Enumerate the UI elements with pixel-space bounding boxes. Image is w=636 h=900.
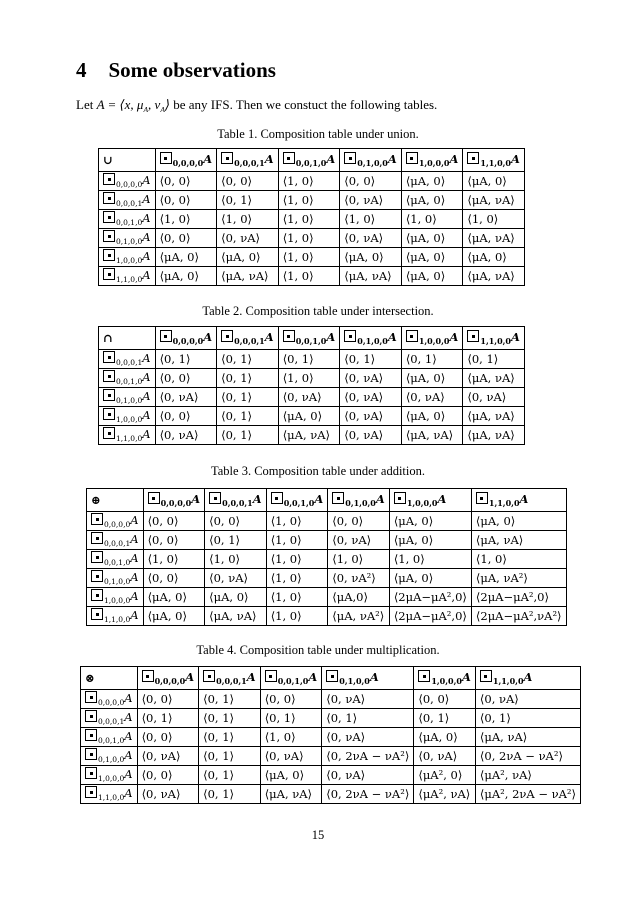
table-cell: ⟨μA, 0⟩	[463, 248, 525, 267]
section-title: Some observations	[108, 58, 276, 82]
box-operator-icon	[394, 492, 406, 504]
table-cell: ⟨0, 1⟩	[199, 690, 261, 709]
column-header: $_{0,0,1,0}$A	[266, 489, 328, 512]
table-cell: ⟨μA, 0⟩	[401, 229, 463, 248]
table-row	[99, 248, 525, 267]
row-header: $_{1,0,0,0}$A	[99, 248, 156, 267]
table-cell: ⟨μA, 0⟩	[401, 369, 463, 388]
table-row	[87, 512, 567, 531]
table-cell: ⟨0, 1⟩	[463, 350, 525, 369]
box-operator-icon	[326, 670, 338, 682]
table-cell: ⟨μA, νA⟩	[278, 426, 340, 445]
table-cell: ⟨0, 1⟩	[278, 350, 340, 369]
table-cell: ⟨μA, νA⟩	[401, 426, 463, 445]
box-operator-icon	[221, 330, 233, 342]
column-header: $_{1,0,0,0}$A	[414, 667, 476, 690]
box-operator-icon	[467, 152, 479, 164]
table-cell: ⟨0, 1⟩	[217, 407, 279, 426]
box-operator-icon	[103, 268, 115, 280]
table-cell: ⟨0, νA⟩	[322, 690, 414, 709]
table-cell: ⟨1, 0⟩	[328, 550, 390, 569]
table-cell: ⟨μA², 0⟩	[414, 766, 476, 785]
table-corner-operator: ⊕	[87, 489, 144, 512]
row-header: $_{0,0,0,1}$A	[99, 350, 156, 369]
table-row	[81, 747, 581, 766]
table-cell: ⟨0, 1⟩	[217, 388, 279, 407]
table-cell: ⟨μA², νA⟩	[414, 785, 476, 804]
table-corner-operator: ∩	[99, 327, 156, 350]
column-header: $_{1,0,0,0}$A	[401, 327, 463, 350]
row-header: $_{0,1,0,0}$A	[99, 388, 156, 407]
table-cell: ⟨μA, νA⟩	[463, 229, 525, 248]
intersection-table	[98, 326, 525, 445]
column-header: $_{0,0,0,0}$A	[155, 149, 217, 172]
table-row	[99, 350, 525, 369]
box-operator-icon	[103, 211, 115, 223]
table-cell: ⟨2μA−μA²,0⟩	[389, 588, 471, 607]
table-cell: ⟨0, 2νA − νA²⟩	[475, 747, 580, 766]
table-cell: ⟨0, νA⟩	[414, 747, 476, 766]
table-cell: ⟨μA, νA²⟩	[328, 607, 390, 626]
table-cell: ⟨μA, 0⟩	[401, 172, 463, 191]
table-cell: ⟨0, νA⟩	[340, 426, 402, 445]
table-cell: ⟨1, 0⟩	[278, 191, 340, 210]
table-row	[81, 766, 581, 785]
table-row	[99, 267, 525, 286]
multiplication-table	[80, 666, 581, 804]
box-operator-icon	[480, 670, 492, 682]
table-cell: ⟨0, 0⟩	[328, 512, 390, 531]
table-cell: ⟨0, νA⟩	[475, 690, 580, 709]
table-cell: ⟨0, 0⟩	[137, 690, 199, 709]
table-cell: ⟨1, 0⟩	[205, 550, 267, 569]
table-cell: ⟨μA, 0⟩	[401, 267, 463, 286]
box-operator-icon	[85, 748, 97, 760]
table-cell: ⟨1, 0⟩	[155, 210, 217, 229]
box-operator-icon	[160, 152, 172, 164]
table-cell: ⟨1, 0⟩	[471, 550, 566, 569]
table-corner-operator: ⊗	[81, 667, 138, 690]
table-cell: ⟨0, νA⟩	[340, 388, 402, 407]
table-cell: ⟨μA, νA⟩	[217, 267, 279, 286]
table-cell: ⟨μA, 0⟩	[340, 248, 402, 267]
row-header: $_{1,0,0,0}$A	[99, 407, 156, 426]
row-header: $_{1,1,0,0}$A	[87, 607, 144, 626]
table-corner-operator: ∪	[99, 149, 156, 172]
column-header: $_{0,0,0,1}$A	[199, 667, 261, 690]
table-cell: ⟨μA, νA⟩	[471, 531, 566, 550]
column-header: $_{1,0,0,0}$A	[401, 149, 463, 172]
table-cell: ⟨μA², νA⟩	[475, 766, 580, 785]
column-header: $_{1,1,0,0}$A	[463, 149, 525, 172]
table-cell: ⟨0, 1⟩	[401, 350, 463, 369]
table-cell: ⟨0, 0⟩	[137, 766, 199, 785]
table-cell: ⟨μA, νA⟩	[463, 407, 525, 426]
row-header: $_{0,0,0,1}$A	[87, 531, 144, 550]
table-cell: ⟨0, νA⟩	[217, 229, 279, 248]
table-cell: ⟨0, νA⟩	[205, 569, 267, 588]
table-cell: ⟨μA, νA⟩	[260, 785, 322, 804]
box-operator-icon	[476, 492, 488, 504]
table-cell: ⟨1, 0⟩	[266, 569, 328, 588]
box-operator-icon	[160, 330, 172, 342]
table-cell: ⟨0, νA⟩	[155, 388, 217, 407]
box-operator-icon	[148, 492, 160, 504]
table-cell: ⟨0, 1⟩	[322, 709, 414, 728]
column-header: $_{0,0,0,0}$A	[143, 489, 205, 512]
table-cell: ⟨0, 0⟩	[155, 369, 217, 388]
intro-paragraph	[76, 97, 437, 114]
table-cell: ⟨1, 0⟩	[278, 210, 340, 229]
table-cell: ⟨0, νA⟩	[260, 747, 322, 766]
column-header: $_{0,0,0,0}$A	[155, 327, 217, 350]
table-row	[87, 607, 567, 626]
table-cell: ⟨0, 0⟩	[155, 407, 217, 426]
table-cell: ⟨μA, 0⟩	[155, 267, 217, 286]
table-cell: ⟨0, 2νA − νA²⟩	[322, 747, 414, 766]
intro-text: Let	[76, 97, 97, 112]
table-cell: ⟨0, νA⟩	[340, 191, 402, 210]
table-cell: ⟨2μA−μA²,νA²⟩	[471, 607, 566, 626]
column-header: $_{0,1,0,0}$A	[340, 327, 402, 350]
table-row	[81, 785, 581, 804]
box-operator-icon	[265, 670, 277, 682]
box-operator-icon	[85, 729, 97, 741]
box-operator-icon	[209, 492, 221, 504]
table-cell: ⟨0, 1⟩	[199, 766, 261, 785]
table-row	[81, 728, 581, 747]
box-operator-icon	[344, 330, 356, 342]
table-cell: ⟨0, 2νA − νA²⟩	[322, 785, 414, 804]
row-header: $_{0,1,0,0}$A	[87, 569, 144, 588]
box-operator-icon	[91, 570, 103, 582]
column-header: $_{1,1,0,0}$A	[471, 489, 566, 512]
table-row	[99, 210, 525, 229]
column-header: $_{0,0,1,0}$A	[278, 149, 340, 172]
box-operator-icon	[271, 492, 283, 504]
table-cell: ⟨0, νA²⟩	[328, 569, 390, 588]
row-header: $_{0,1,0,0}$A	[99, 229, 156, 248]
table-row	[99, 388, 525, 407]
box-operator-icon	[467, 330, 479, 342]
box-operator-icon	[103, 351, 115, 363]
box-operator-icon	[103, 389, 115, 401]
row-header: $_{1,1,0,0}$A	[99, 267, 156, 286]
table-cell: ⟨0, νA⟩	[328, 531, 390, 550]
row-header: $_{0,0,0,0}$A	[87, 512, 144, 531]
table-cell: ⟨μA, νA⟩	[463, 426, 525, 445]
box-operator-icon	[85, 710, 97, 722]
table-cell: ⟨μA, 0⟩	[205, 588, 267, 607]
column-header: $_{0,0,0,1}$A	[217, 149, 279, 172]
row-header: $_{0,0,0,1}$A	[99, 191, 156, 210]
table-cell: ⟨μA, 0⟩	[401, 191, 463, 210]
table-cell: ⟨0, 0⟩	[205, 512, 267, 531]
table-cell: ⟨0, 0⟩	[155, 172, 217, 191]
row-header: $_{0,0,0,0}$A	[99, 172, 156, 191]
table-row	[87, 531, 567, 550]
table-cell: ⟨μA, 0⟩	[471, 512, 566, 531]
box-operator-icon	[91, 608, 103, 620]
column-header: $_{0,0,1,0}$A	[278, 327, 340, 350]
table-cell: ⟨0, νA⟩	[137, 785, 199, 804]
table-cell: ⟨μA, νA⟩	[475, 728, 580, 747]
table-cell: ⟨μA, 0⟩	[260, 766, 322, 785]
table-row	[99, 191, 525, 210]
table-cell: ⟨1, 0⟩	[340, 210, 402, 229]
row-header: $_{1,0,0,0}$A	[81, 766, 138, 785]
table-cell: ⟨0, 1⟩	[137, 709, 199, 728]
table-cell: ⟨μA, νA²⟩	[471, 569, 566, 588]
box-operator-icon	[406, 330, 418, 342]
box-operator-icon	[91, 589, 103, 601]
column-header: $_{0,0,0,1}$A	[217, 327, 279, 350]
table-cell: ⟨μA, νA⟩	[463, 267, 525, 286]
box-operator-icon	[103, 370, 115, 382]
table-cell: ⟨0, 1⟩	[205, 531, 267, 550]
table-cell: ⟨0, 0⟩	[143, 531, 205, 550]
table-cell: ⟨1, 0⟩	[266, 607, 328, 626]
column-header: $_{1,1,0,0}$A	[463, 327, 525, 350]
table-cell: ⟨0, νA⟩	[401, 388, 463, 407]
table-row	[99, 426, 525, 445]
table-cell: ⟨0, 1⟩	[414, 709, 476, 728]
row-header: $_{1,1,0,0}$A	[81, 785, 138, 804]
union-table	[98, 148, 525, 286]
table-cell: ⟨μA, 0⟩	[414, 728, 476, 747]
table-cell: ⟨0, 1⟩	[340, 350, 402, 369]
table-cell: ⟨0, νA⟩	[322, 766, 414, 785]
table-cell: ⟨μA,0⟩	[328, 588, 390, 607]
table-row	[81, 690, 581, 709]
table-cell: ⟨0, 0⟩	[217, 172, 279, 191]
table-cell: ⟨0, 0⟩	[155, 229, 217, 248]
table-cell: ⟨1, 0⟩	[389, 550, 471, 569]
table-2-caption: Table 2. Composition table under intersection.	[202, 304, 434, 318]
table-cell: ⟨0, 1⟩	[155, 350, 217, 369]
table-cell: ⟨0, νA⟩	[463, 388, 525, 407]
table-cell: ⟨1, 0⟩	[266, 531, 328, 550]
column-header: $_{0,0,0,0}$A	[137, 667, 199, 690]
box-operator-icon	[332, 492, 344, 504]
table-cell: ⟨0, 0⟩	[143, 512, 205, 531]
intro-math: A = ⟨x, $\mu_A$, $\nu_A⟩$	[96, 97, 170, 114]
box-operator-icon	[221, 152, 233, 164]
table-cell: ⟨1, 0⟩	[278, 172, 340, 191]
table-cell: ⟨0, νA⟩	[155, 426, 217, 445]
table-cell: ⟨1, 0⟩	[260, 728, 322, 747]
table-4-caption: Table 4. Composition table under multiplication.	[196, 643, 440, 657]
table-cell: ⟨2μA−μA²,0⟩	[471, 588, 566, 607]
table-cell: ⟨1, 0⟩	[143, 550, 205, 569]
table-cell: ⟨μA, 0⟩	[389, 512, 471, 531]
table-cell: ⟨0, 0⟩	[143, 569, 205, 588]
column-header: $_{0,0,0,1}$A	[205, 489, 267, 512]
row-header: $_{0,0,0,0}$A	[81, 690, 138, 709]
box-operator-icon	[203, 670, 215, 682]
box-operator-icon	[103, 192, 115, 204]
table-cell: ⟨0, νA⟩	[278, 388, 340, 407]
table-cell: ⟨1, 0⟩	[278, 267, 340, 286]
box-operator-icon	[283, 152, 295, 164]
table-cell: ⟨μA, 0⟩	[155, 248, 217, 267]
section-heading	[76, 58, 276, 83]
row-header: $_{0,0,0,1}$A	[81, 709, 138, 728]
table-cell: ⟨0, 0⟩	[340, 172, 402, 191]
table-row	[99, 229, 525, 248]
column-header: $_{1,0,0,0}$A	[389, 489, 471, 512]
table-cell: ⟨μA, 0⟩	[401, 248, 463, 267]
table-cell: ⟨μA, 0⟩	[389, 531, 471, 550]
table-cell: ⟨1, 0⟩	[266, 588, 328, 607]
row-header: $_{1,1,0,0}$A	[99, 426, 156, 445]
table-cell: ⟨0, 1⟩	[217, 426, 279, 445]
table-cell: ⟨0, νA⟩	[340, 369, 402, 388]
table-cell: ⟨1, 0⟩	[266, 550, 328, 569]
table-3-caption: Table 3. Composition table under addition.	[210, 464, 426, 478]
table-row	[87, 588, 567, 607]
box-operator-icon	[142, 670, 154, 682]
column-header: $_{0,1,0,0}$A	[322, 667, 414, 690]
row-header: $_{1,0,0,0}$A	[87, 588, 144, 607]
box-operator-icon	[91, 551, 103, 563]
box-operator-icon	[283, 330, 295, 342]
table-cell: ⟨μA, 0⟩	[463, 172, 525, 191]
box-operator-icon	[103, 230, 115, 242]
column-header: $_{0,0,1,0}$A	[260, 667, 322, 690]
table-cell: ⟨0, 0⟩	[260, 690, 322, 709]
box-operator-icon	[85, 786, 97, 798]
section-number: 4	[76, 58, 87, 82]
table-row	[81, 709, 581, 728]
table-cell: ⟨1, 0⟩	[401, 210, 463, 229]
row-header: $_{0,0,1,0}$A	[99, 369, 156, 388]
table-cell: ⟨1, 0⟩	[278, 369, 340, 388]
table-cell: ⟨μA, 0⟩	[217, 248, 279, 267]
table-cell: ⟨0, νA⟩	[322, 728, 414, 747]
box-operator-icon	[418, 670, 430, 682]
table-cell: ⟨0, 1⟩	[217, 191, 279, 210]
addition-table	[86, 488, 567, 626]
table-cell: ⟨μA, 0⟩	[401, 407, 463, 426]
table-cell: ⟨μA, 0⟩	[143, 607, 205, 626]
table-cell: ⟨0, 0⟩	[414, 690, 476, 709]
box-operator-icon	[103, 173, 115, 185]
table-cell: ⟨0, 1⟩	[199, 709, 261, 728]
column-header: $_{0,1,0,0}$A	[340, 149, 402, 172]
box-operator-icon	[103, 427, 115, 439]
table-cell: ⟨1, 0⟩	[217, 210, 279, 229]
table-cell: ⟨μA, 0⟩	[143, 588, 205, 607]
row-header: $_{0,1,0,0}$A	[81, 747, 138, 766]
table-cell: ⟨0, 1⟩	[199, 785, 261, 804]
table-cell: ⟨0, 0⟩	[155, 191, 217, 210]
table-cell: ⟨0, 1⟩	[199, 728, 261, 747]
table-cell: ⟨μA², 2νA − νA²⟩	[475, 785, 580, 804]
table-cell: ⟨2μA−μA²,0⟩	[389, 607, 471, 626]
table-cell: ⟨0, 1⟩	[260, 709, 322, 728]
column-header: $_{1,1,0,0}$A	[475, 667, 580, 690]
table-cell: ⟨1, 0⟩	[463, 210, 525, 229]
table-cell: ⟨μA, νA⟩	[463, 369, 525, 388]
table-cell: ⟨μA, νA⟩	[205, 607, 267, 626]
box-operator-icon	[91, 532, 103, 544]
column-header: $_{0,1,0,0}$A	[328, 489, 390, 512]
page-number: 15	[311, 828, 325, 842]
box-operator-icon	[85, 691, 97, 703]
box-operator-icon	[344, 152, 356, 164]
table-cell: ⟨μA, 0⟩	[389, 569, 471, 588]
table-cell: ⟨1, 0⟩	[278, 229, 340, 248]
table-cell: ⟨0, 1⟩	[217, 369, 279, 388]
row-header: $_{0,0,1,0}$A	[81, 728, 138, 747]
table-cell: ⟨0, νA⟩	[340, 229, 402, 248]
table-row	[99, 172, 525, 191]
table-cell: ⟨μA, 0⟩	[278, 407, 340, 426]
intro-text-end: be any IFS. Then we constuct the following tables.	[169, 97, 438, 112]
box-operator-icon	[85, 767, 97, 779]
row-header: $_{0,0,1,0}$A	[87, 550, 144, 569]
table-row	[87, 569, 567, 588]
box-operator-icon	[91, 513, 103, 525]
table-row	[99, 407, 525, 426]
table-cell: ⟨1, 0⟩	[266, 512, 328, 531]
table-1-caption: Table 1. Composition table under union.	[217, 127, 419, 141]
table-cell: ⟨μA, νA⟩	[463, 191, 525, 210]
box-operator-icon	[103, 408, 115, 420]
table-cell: ⟨0, 0⟩	[137, 728, 199, 747]
table-cell: ⟨0, 1⟩	[199, 747, 261, 766]
table-cell: ⟨0, νA⟩	[137, 747, 199, 766]
row-header: $_{0,0,1,0}$A	[99, 210, 156, 229]
table-cell: ⟨0, 1⟩	[475, 709, 580, 728]
table-cell: ⟨0, νA⟩	[340, 407, 402, 426]
box-operator-icon	[103, 249, 115, 261]
table-cell: ⟨0, 1⟩	[217, 350, 279, 369]
box-operator-icon	[406, 152, 418, 164]
table-row	[99, 369, 525, 388]
table-row	[87, 550, 567, 569]
table-cell: ⟨1, 0⟩	[278, 248, 340, 267]
table-cell: ⟨μA, νA⟩	[340, 267, 402, 286]
